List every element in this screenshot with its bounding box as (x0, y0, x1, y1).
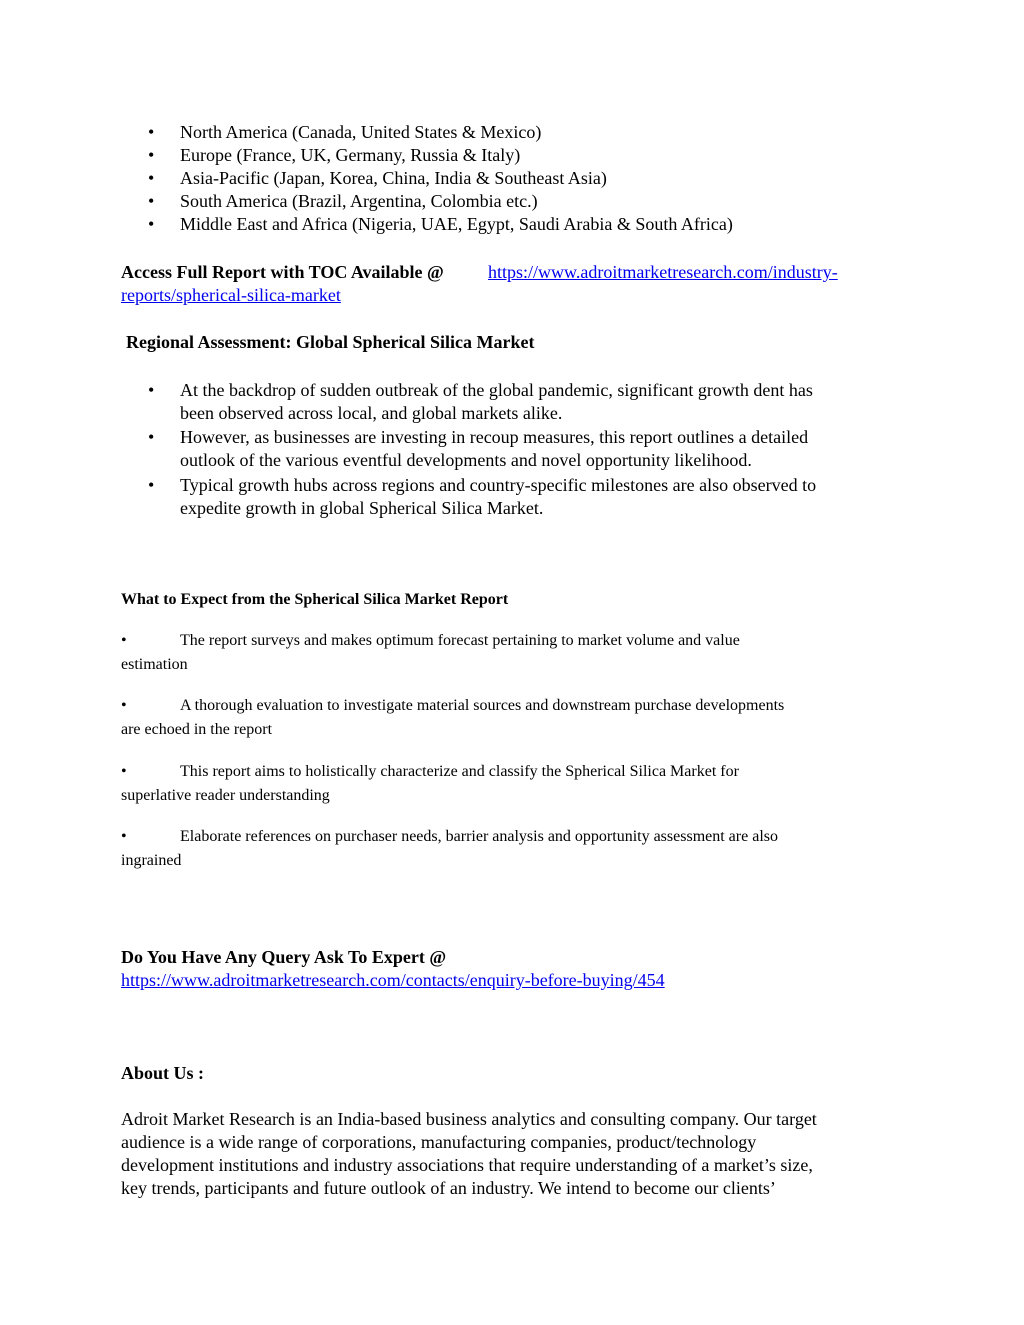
about-heading: About Us : (121, 1063, 205, 1083)
bullet-icon: • (121, 763, 127, 780)
report-link-line2[interactable]: reports/spherical-silica-market (121, 285, 341, 305)
bullet-icon: • (121, 697, 127, 714)
query-heading: Do You Have Any Query Ask To Expert @ (121, 947, 447, 967)
list-item: North America (Canada, United States & Mexico) (180, 122, 542, 142)
about-paragraph-line: audience is a wide range of corporations, manufacturing companies, product/technology (121, 1132, 757, 1152)
list-item-line: This report aims to holistically characterize and classify the Spherical Silica Market for (180, 763, 739, 780)
access-report-label: Access Full Report with TOC Available @ (121, 262, 444, 282)
bullet-icon: • (148, 427, 155, 447)
bullet-icon: • (148, 191, 155, 211)
bullet-icon: • (148, 145, 155, 165)
list-item-line: Typical growth hubs across regions and country-specific milestones are also observed to (180, 475, 817, 495)
list-item-line: ingrained (121, 852, 182, 869)
list-item-line: are echoed in the report (121, 721, 273, 738)
bullet-icon: • (121, 632, 127, 649)
list-item: Middle East and Africa (Nigeria, UAE, Egypt, Saudi Arabia & South Africa) (180, 214, 733, 234)
bullet-icon: • (148, 168, 155, 188)
list-item-line: been observed across local, and global markets alike. (180, 403, 563, 423)
list-item-line: Elaborate references on purchaser needs, barrier analysis and opportunity assessment are also (180, 828, 778, 845)
list-item-line: superlative reader understanding (121, 787, 330, 804)
regional-heading: Regional Assessment: Global Spherical Silica Market (126, 332, 535, 352)
about-paragraph-line: key trends, participants and future outlook of an industry. We intend to become our clients’ (121, 1178, 776, 1198)
expect-heading: What to Expect from the Spherical Silica Market Report (121, 591, 509, 608)
about-paragraph-line: Adroit Market Research is an India-based business analytics and consulting company. Our target (121, 1109, 817, 1129)
list-item: South America (Brazil, Argentina, Colombia etc.) (180, 191, 538, 211)
report-link-line1[interactable]: https://www.adroitmarketresearch.com/industry- (488, 262, 838, 282)
bullet-icon: • (121, 828, 127, 845)
bullet-icon: • (148, 380, 155, 400)
list-item-line: The report surveys and makes optimum forecast pertaining to market volume and value (180, 632, 740, 649)
enquiry-link[interactable]: https://www.adroitmarketresearch.com/contacts/enquiry-before-buying/454 (121, 970, 665, 990)
list-item: Asia-Pacific (Japan, Korea, China, India & Southeast Asia) (180, 168, 607, 188)
list-item-line: expedite growth in global Spherical Silica Market. (180, 498, 544, 518)
bullet-icon: • (148, 475, 155, 495)
list-item-line: However, as businesses are investing in recoup measures, this report outlines a detailed (180, 427, 809, 447)
bullet-icon: • (148, 122, 155, 142)
list-item: Europe (France, UK, Germany, Russia & Italy) (180, 145, 521, 165)
bullet-icon: • (148, 214, 155, 234)
list-item-line: At the backdrop of sudden outbreak of the global pandemic, significant growth dent has (180, 380, 813, 400)
list-item-line: outlook of the various eventful developments and novel opportunity likelihood. (180, 450, 752, 470)
about-paragraph-line: development institutions and industry associations that require understanding of a market’s size, (121, 1155, 813, 1175)
list-item-line: A thorough evaluation to investigate material sources and downstream purchase developments (180, 697, 785, 714)
list-item-line: estimation (121, 656, 188, 673)
